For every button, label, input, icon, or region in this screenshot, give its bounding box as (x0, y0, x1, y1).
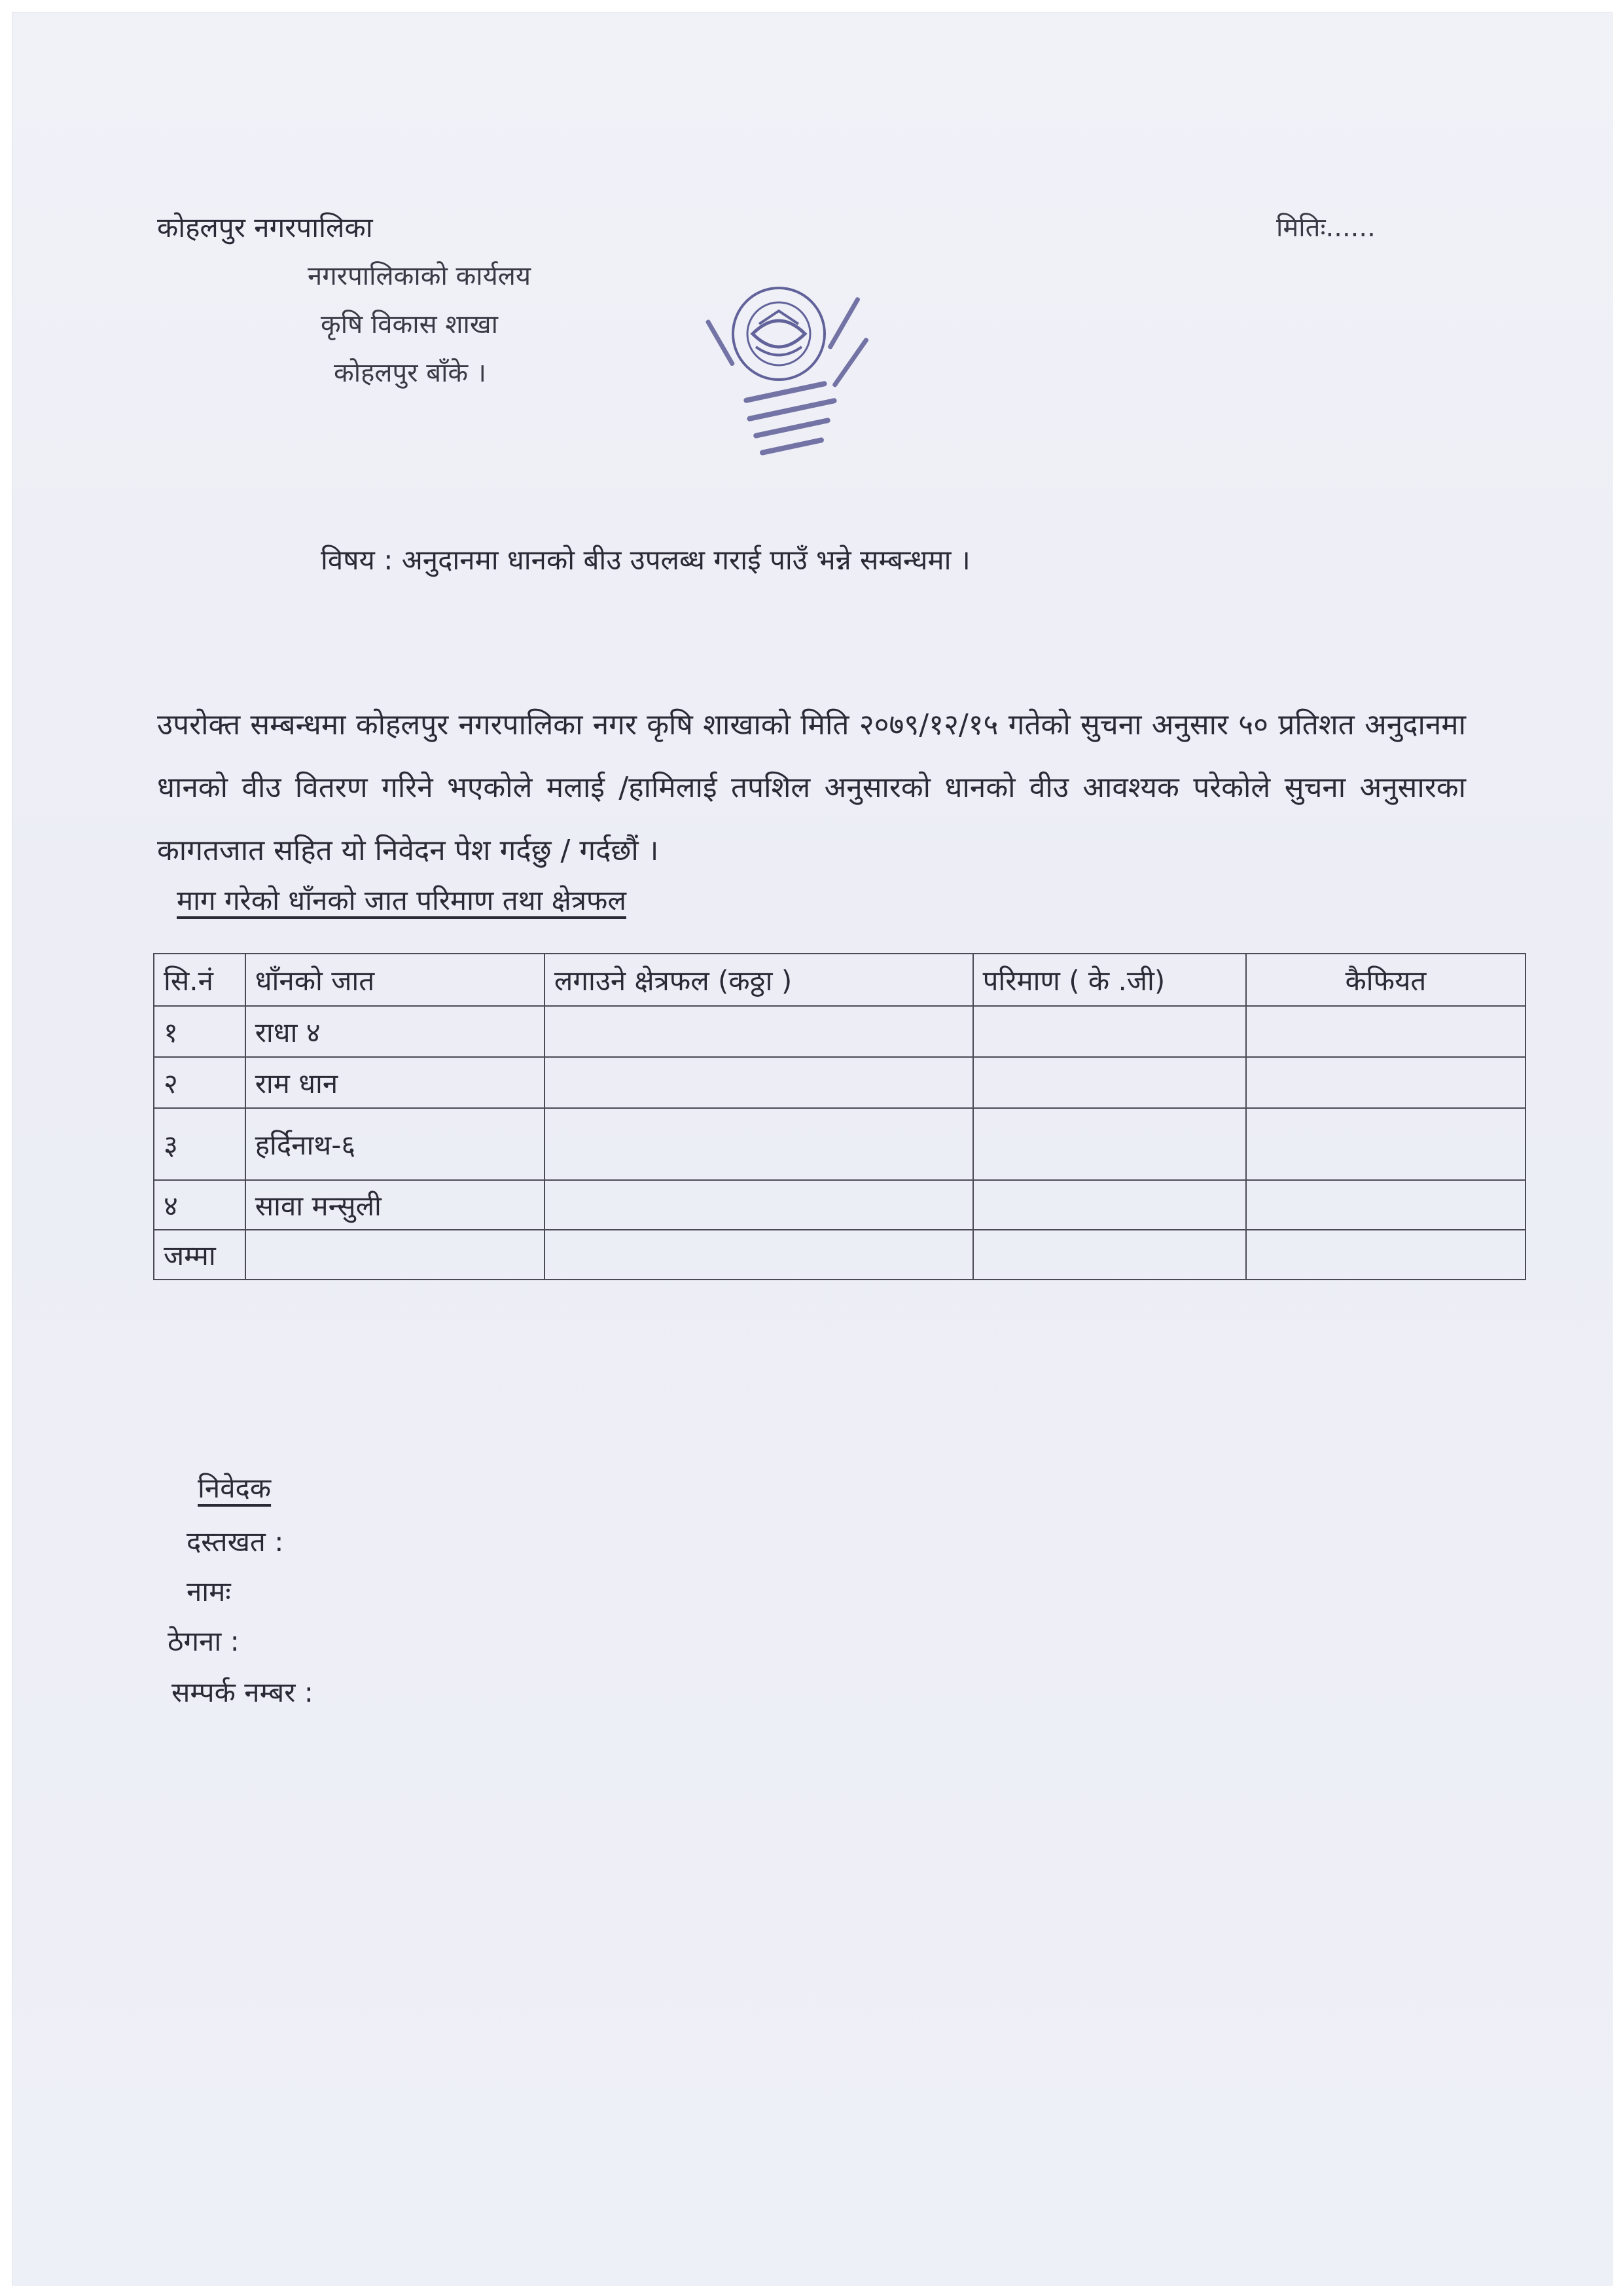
table-title: माग गरेको धाँनको जात परिमाण तथा क्षेत्रफल (177, 884, 626, 916)
letter-body: उपरोक्त सम्बन्धमा कोहलपुर नगरपालिका नगर कृषि शाखाको मिति २०७९/१२/१५ गतेको सुचना अनुसार ५० प्रतिशत अनुदानमा धानको वीउ वितरण गरिने भएकोले मलाई /हामिलाई तपशिल अनुसारको धानको वीउ आवश्यक परेकोले सुचना अनुसारका कागतजात सहित यो निवेदन पेश गर्दछु / गर्दछौं । (157, 708, 1466, 867)
header-quantity: परिमाण ( के .जी) (973, 954, 1246, 1006)
cell-area[interactable] (544, 1108, 973, 1180)
cell-remarks[interactable] (1246, 1006, 1525, 1057)
cell-variety (245, 1230, 544, 1280)
cell-area[interactable] (544, 1057, 973, 1108)
cell-quantity[interactable] (973, 1006, 1246, 1057)
cell-total-label: जम्मा (154, 1230, 245, 1280)
address-field-label: ठेगना : (168, 1625, 240, 1657)
header-area: लगाउने क्षेत्रफल (कठ्ठा ) (544, 954, 973, 1006)
cell-variety: हर्दिनाथ-६ (245, 1108, 544, 1180)
cell-remarks[interactable] (1246, 1180, 1525, 1230)
letter-subject: विषय : अनुदानमा धानको बीउ उपलब्ध गराई पाउँ भन्ने सम्बन्धमा । (321, 544, 971, 576)
cell-serial: २ (154, 1057, 245, 1108)
table-row (154, 1108, 1525, 1180)
cell-area[interactable] (544, 1230, 973, 1280)
cell-remarks[interactable] (1246, 1230, 1525, 1280)
cell-remarks[interactable] (1246, 1108, 1525, 1180)
seed-request-table (153, 953, 1526, 1280)
cell-variety: राधा ४ (245, 1006, 544, 1057)
applicant-heading: निवेदक (198, 1472, 272, 1504)
cell-variety: सावा मन्सुली (245, 1180, 544, 1230)
table-row (154, 1180, 1525, 1230)
address-line-office: नगरपालिकाको कार्यलय (308, 261, 531, 291)
cell-variety: राम धान (245, 1057, 544, 1108)
cell-serial: १ (154, 1006, 245, 1057)
contact-field-label: सम्पर्क नम्बर : (171, 1676, 313, 1708)
cell-area[interactable] (544, 1180, 973, 1230)
header-remarks: कैफियत (1246, 954, 1525, 1006)
address-line-branch: कृषि विकास शाखा (321, 310, 498, 340)
cell-quantity[interactable] (973, 1057, 1246, 1108)
cell-quantity[interactable] (973, 1180, 1246, 1230)
cell-quantity[interactable] (973, 1230, 1246, 1280)
cell-serial: ३ (154, 1108, 245, 1180)
organization-name: कोहलपुर नगरपालिका (157, 211, 373, 243)
cell-serial: ४ (154, 1180, 245, 1230)
cell-area[interactable] (544, 1006, 973, 1057)
municipal-seal-stamp (681, 262, 903, 484)
address-line-location: कोहलपुर बाँके । (334, 358, 487, 388)
name-field-label: नामः (187, 1575, 231, 1607)
date-label: मितिः...... (1276, 213, 1376, 243)
cell-quantity[interactable] (973, 1108, 1246, 1180)
table-header-row (154, 954, 1525, 1006)
table-row (154, 1006, 1525, 1057)
table-total-row (154, 1230, 1525, 1280)
header-serial: सि.नं (154, 954, 245, 1006)
table-row (154, 1057, 1525, 1108)
signature-field-label: दस्तखत : (187, 1526, 284, 1558)
header-variety: धाँनको जात (245, 954, 544, 1006)
cell-remarks[interactable] (1246, 1057, 1525, 1108)
